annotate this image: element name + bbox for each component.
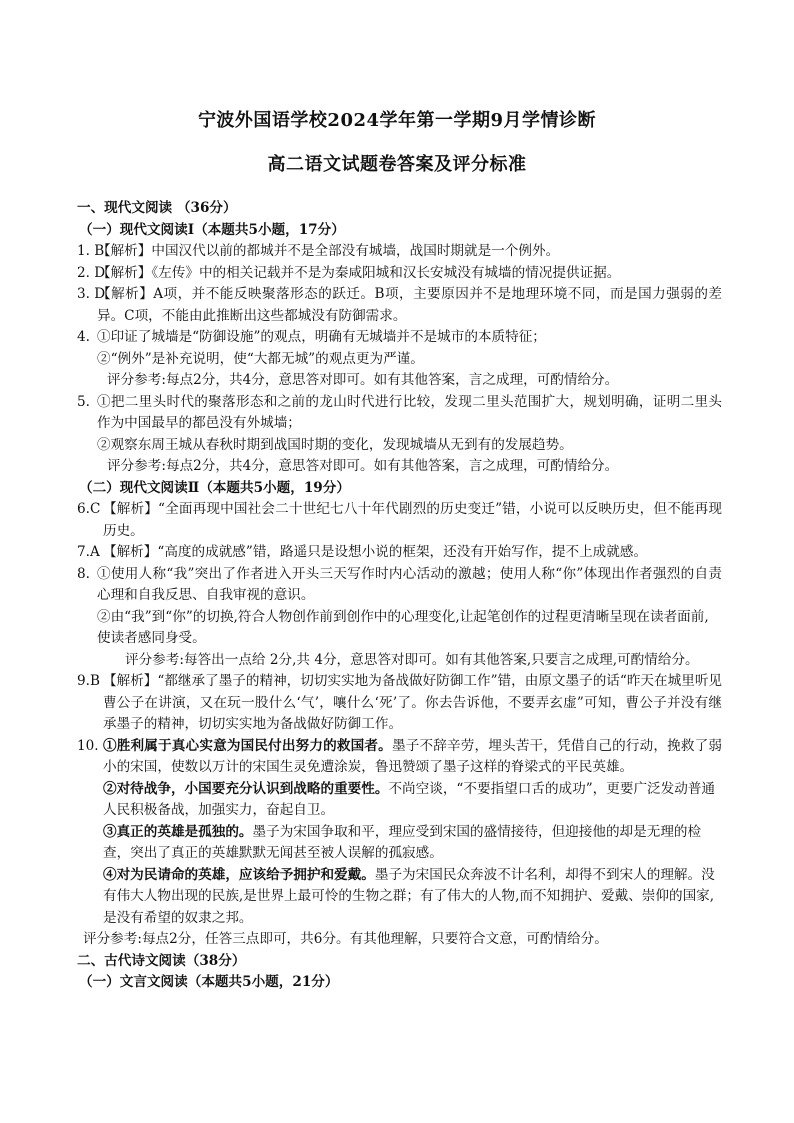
answer-number: 2. D — [77, 264, 106, 281]
scoring-note: 评分参考:每点2分，共4分，意思答对即可。如有其他答案，言之成理，可酌情给分。 — [107, 458, 619, 474]
answer-number: 4. — [77, 329, 90, 345]
analysis-tag: 【解析】 — [103, 673, 158, 689]
answer-q10 — [77, 736, 722, 779]
answer-q4 — [77, 327, 722, 349]
answer-number: 1. B — [77, 243, 105, 259]
answer-point-1 — [103, 736, 722, 779]
analysis-tag: 【解析】 — [103, 501, 158, 517]
answer-text: “全面再现中国社会二十世纪七八十年代剧烈的历史变迁”错，小说可以反映历史，但不能再现历史。 — [103, 501, 722, 539]
answer-text: “高度的成就感”错，路遥只是设想小说的框架，还没有开始写作，提不上成就感。 — [157, 544, 648, 560]
answer-q2 — [77, 263, 722, 285]
answer-q3 — [77, 284, 722, 327]
point-text: 墨子为宋国民众奔波不计名利，却得不到宋人的理解。没有伟大人物出现的民族,是世界上最可怜的生物之群；有了伟大的人物,而不知拥护、爱戴、崇仰的国家,是没有希望的奴隶之邦。 — [103, 866, 715, 926]
answer-body — [77, 198, 722, 994]
answer-q6 — [77, 499, 722, 542]
point-text: 墨子为宋国争取和平，理应受到宋国的盛情接待，但迎接他的却是无理的检查，突出了真正的英雄默默无闻甚至被人误解的孤寂感。 — [103, 823, 702, 861]
answer-number: 9.B — [77, 673, 100, 689]
answer-q7 — [77, 542, 722, 564]
answer-q9 — [77, 671, 722, 736]
point-heading: ①胜利属于真心实意为国民付出努力的救国者。 — [103, 737, 392, 754]
section-heading-1: 一、现代文阅读 （36分） — [77, 200, 237, 216]
analysis-tag: 【解析】 — [97, 286, 154, 302]
answer-text: “都继承了墨子的精神，切切实实地为备战做好防御工作”错，由原文墨子的话“昨天在城里听见曹公子在讲演，又在玩一股什么‘气’，嚷什么‘死’了。你去告诉他，不要弄玄虚”可知，曹公子并没有继承墨子的精神，切切实实地为备战做好防御工作。 — [103, 673, 723, 732]
answer-point-1: ①印证了城墙是“防御设施”的观点，明确有无城墙并不是城市的本质特征； — [97, 329, 546, 345]
answer-number: 8. — [77, 565, 90, 582]
section-heading-2: 二、古代诗文阅读（38分） — [77, 952, 246, 969]
point-text: 墨子不辞辛劳，埋头苦干，凭借自己的行动，挽救了弱小的宋国，使数以万计的宋国生灵免遭涂炭，鲁迅赞颂了墨子这样的脊梁式的平民英雄。 — [103, 737, 723, 775]
answer-text: 《左传》中的相关记载并不是为秦咸阳城和汉长安城没有城墙的情况提供证据。 — [151, 264, 621, 281]
document-title: 宁波外国语学校2024学年第一学期9月学情诊断 — [197, 110, 597, 131]
subsection-heading-1b: （二）现代文阅读Ⅱ（本题共5小题，19分） — [79, 479, 350, 496]
point-heading: ②对待战争，小国要充分认识到战略的重要性。 — [103, 780, 389, 797]
analysis-tag: 【解析】 — [97, 243, 152, 259]
answer-number: 10. — [77, 737, 99, 754]
subsection-heading-2a: （一）文言文阅读（本题共5小题，21分） — [79, 974, 339, 990]
scoring-note: 评分参考:每答出一点给 2分,共 4分，意思答对即可。如有其他答案,只要言之成理,可酌情给分。 — [125, 651, 699, 668]
answer-point-2 — [77, 779, 722, 822]
answer-number: 7.A — [77, 544, 100, 560]
answer-text: A项，并不能反映聚落形态的跃迁。B项，主要原因并不是地理环境不同，而是国力强弱的差异。C项，不能由此推断出这些都城没有防御需求。 — [97, 286, 723, 324]
answer-point-4 — [77, 865, 722, 930]
scoring-note: 评分参考:每点2分，共4分，意思答对即可。如有其他答案，言之成理，可酌情给分。 — [107, 372, 619, 388]
answer-point-1: ①把二里头时代的聚落形态和之前的龙山时代进行比较，发现二里头范围扩大，规划明确，证明二里头作为中国最早的都邑没有外城墙； — [97, 393, 722, 431]
answer-point-2: ②观察东周王城从春秋时期到战国时期的变化，发现城墙从无到有的发展趋势。 — [97, 436, 573, 453]
point-text: 不尚空谈，“不要指望口舌的成功”，更要广泛发动普通人民积极备战，加强实力，奋起自卫。 — [103, 780, 716, 818]
answer-point-3 — [77, 822, 722, 865]
point-heading: ④对为民请命的英雄，应该给予拥护和爱戴。 — [103, 866, 375, 883]
answer-q8 — [77, 564, 722, 607]
answer-number: 3. D — [77, 286, 106, 302]
answer-q1 — [77, 241, 722, 263]
subsection-heading-1a: （一）现代文阅读Ⅰ（本题共5小题，17分） — [79, 221, 345, 238]
analysis-tag: 【解析】 — [103, 544, 158, 560]
scoring-note: 评分参考:每点2分，任答三点即可，共6分。有其他理解，只要符合文意，可酌情给分。 — [83, 931, 608, 947]
answer-point-2: ②由“我”到“你”的切换,符合人物创作前到创作中的心理变化,让起笔创作的过程更清晰呈现在读者面前,使读者感同身受。 — [97, 608, 709, 646]
analysis-tag: 【解析】 — [97, 264, 152, 281]
document-subtitle: 高二语文试题卷答案及评分标准 — [267, 154, 527, 175]
answer-point-1: ①使用人称“我”突出了作者进入开头三天写作时内心活动的激越；使用人称“你”体现出作者强烈的自责心理和自我反思、自我审视的意识。 — [97, 565, 722, 603]
answer-q5 — [77, 392, 722, 435]
answer-number: 6.C — [77, 501, 101, 517]
answer-text: 中国汉代以前的都城并不是全部没有城墙，战国时期就是一个例外。 — [151, 243, 560, 259]
answer-number: 5. — [77, 393, 90, 410]
point-heading: ③真正的英雄是孤独的。 — [103, 823, 253, 840]
answer-point-2: ②“例外”是补充说明，使“大都无城”的观点更为严谨。 — [97, 350, 424, 367]
